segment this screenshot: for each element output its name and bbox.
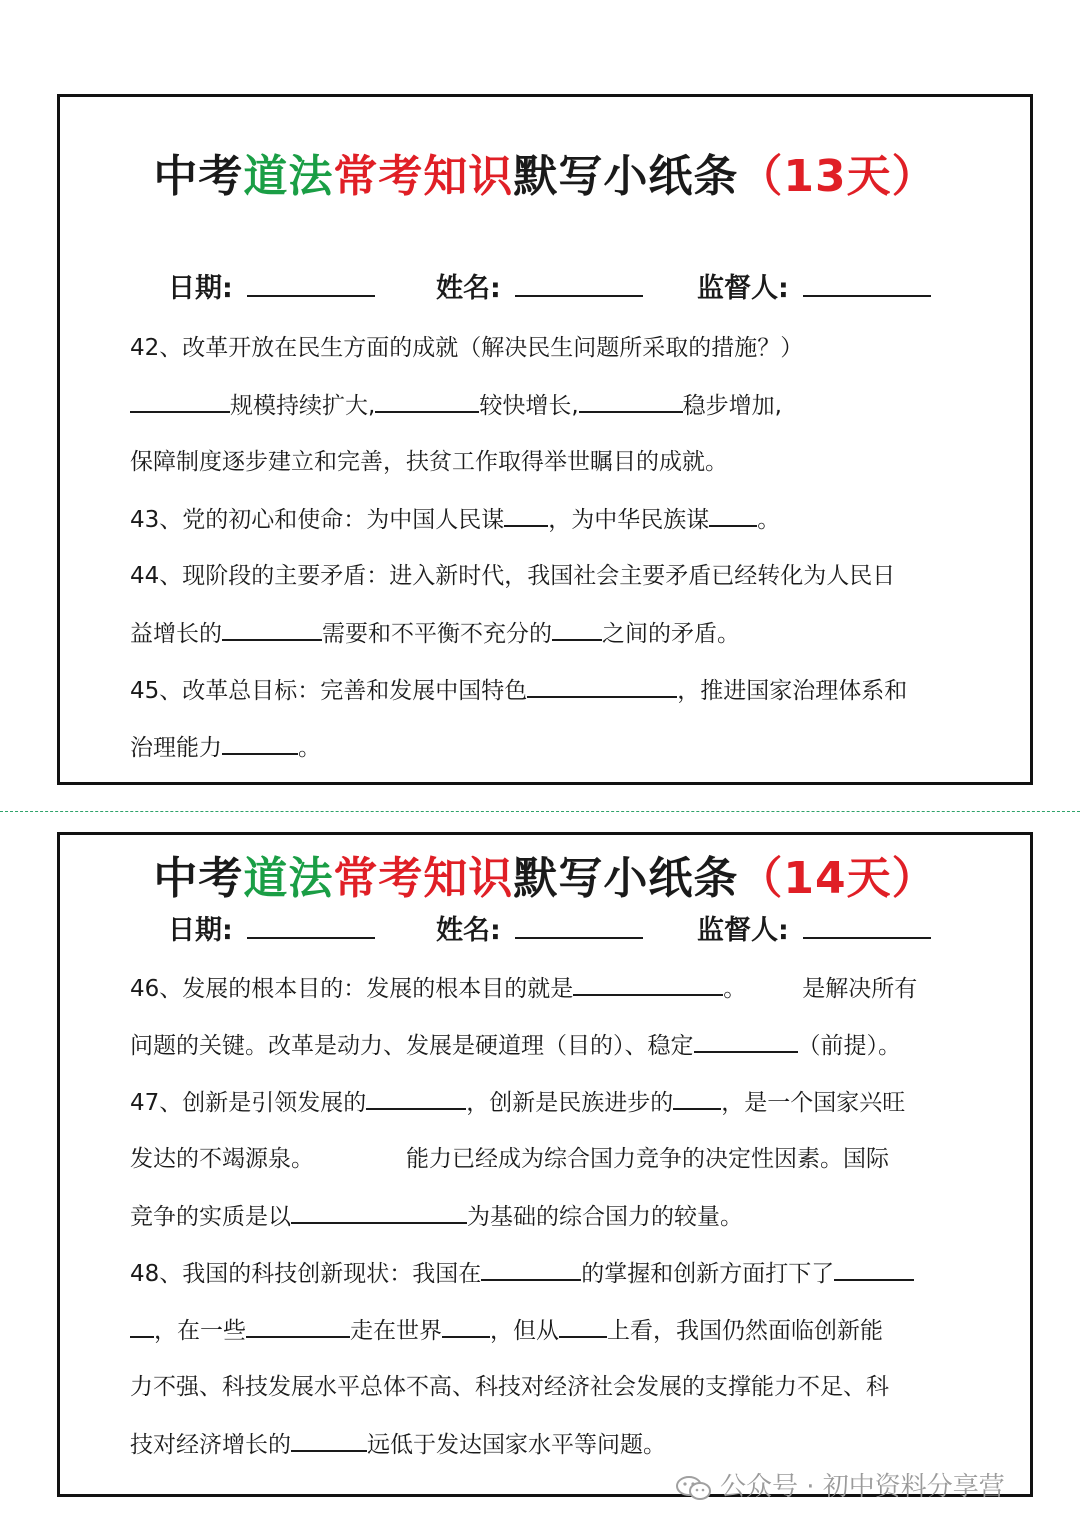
supervisor-label: 监督人: <box>697 273 789 304</box>
supervisor-field[interactable] <box>697 267 931 309</box>
date-field[interactable] <box>168 267 375 309</box>
line-text: 。 <box>723 976 747 1002</box>
line-text: ，创新是民族进步的 <box>466 1090 674 1116</box>
line-text: 。 <box>757 507 781 533</box>
card-title <box>60 151 1030 202</box>
question-44-line-1 <box>130 560 895 592</box>
line-text: 走在世界 <box>350 1318 442 1344</box>
fill-blank[interactable] <box>130 1314 154 1338</box>
date-label: 日期: <box>168 915 233 946</box>
fill-blank[interactable] <box>130 389 230 413</box>
watermark-text: 公众号 · 初中资料分享营 <box>720 1472 1005 1502</box>
title-part-note: 默写小纸条 <box>513 853 739 904</box>
supervisor-blank[interactable] <box>803 909 931 939</box>
supervisor-blank[interactable] <box>803 267 931 297</box>
line-text: 为基础的综合国力的较量。 <box>467 1204 743 1230</box>
wechat-icon <box>676 1475 712 1501</box>
line-text: 稳步增加, <box>682 393 782 419</box>
question-43 <box>130 503 780 536</box>
fill-blank[interactable] <box>222 731 298 755</box>
line-text: 。 <box>298 735 321 761</box>
name-blank[interactable] <box>515 267 643 297</box>
line-text: ，为中华民族谋 <box>548 507 710 533</box>
title-part-knowledge: 常考知识 <box>333 853 514 904</box>
fill-blank[interactable] <box>375 389 479 413</box>
line-text: ，但从 <box>490 1318 559 1344</box>
line-text: ，在一些 <box>154 1318 246 1344</box>
question-44-line-2 <box>130 617 740 650</box>
question-42-line-2 <box>130 446 728 478</box>
fill-blank[interactable] <box>291 1200 467 1224</box>
fill-blank[interactable] <box>222 617 322 641</box>
line-text: 42、改革开放在民生方面的成就（解决民生问题所采取的措施？） <box>130 335 804 361</box>
fill-blank[interactable] <box>673 1086 721 1110</box>
watermark <box>676 1466 1005 1503</box>
fill-blank[interactable] <box>481 1257 581 1281</box>
fill-blank[interactable] <box>559 1314 607 1338</box>
fill-blank[interactable] <box>504 503 548 527</box>
supervisor-label: 监督人: <box>697 915 789 946</box>
title-part-daofa: 道法 <box>243 151 334 202</box>
line-text: 较快增长, <box>479 393 579 419</box>
line-text: 治理能力 <box>130 735 222 761</box>
title-part-day: （14天） <box>738 853 937 904</box>
fill-blank[interactable] <box>291 1428 367 1452</box>
title-part-daofa: 道法 <box>243 853 334 904</box>
line-text: 44、现阶段的主要矛盾：进入新时代，我国社会主要矛盾已经转化为人民日 <box>130 563 896 589</box>
line-text: 上看，我国仍然面临创新能 <box>607 1318 883 1344</box>
line-text: 发达的不竭源泉。 <box>130 1146 314 1172</box>
question-48-line-4 <box>130 1428 666 1461</box>
question-48-line-1 <box>130 1257 914 1290</box>
line-text: ，推进国家治理体系和 <box>677 678 908 704</box>
fill-blank[interactable] <box>579 389 683 413</box>
question-46-line-1 <box>130 972 917 1005</box>
line-text: 是解决所有 <box>802 976 918 1002</box>
fill-blank[interactable] <box>694 1029 798 1053</box>
dashed-divider <box>0 811 1080 812</box>
question-47-line-2 <box>130 1143 889 1175</box>
fill-blank[interactable] <box>834 1257 914 1281</box>
date-field[interactable] <box>168 909 375 951</box>
question-47-line-3 <box>130 1200 743 1233</box>
question-42-heading <box>130 332 803 364</box>
title-part-knowledge: 常考知识 <box>333 151 514 202</box>
line-text: 远低于发达国家水平等问题。 <box>367 1432 666 1458</box>
line-text: （前提）。 <box>797 1033 901 1059</box>
line-text: 之间的矛盾。 <box>602 621 740 647</box>
question-45-line-1 <box>130 674 907 707</box>
line-text: 需要和不平衡不充分的 <box>322 621 552 647</box>
question-48-line-2 <box>130 1314 883 1347</box>
name-field[interactable] <box>436 909 643 951</box>
question-42-line-1 <box>130 389 782 422</box>
title-part-zhongkao: 中考 <box>153 853 244 904</box>
name-label: 姓名: <box>436 915 501 946</box>
line-text: 的掌握和创新方面打下了 <box>581 1261 835 1287</box>
dictation-card-day-14 <box>57 832 1033 1497</box>
fill-blank[interactable] <box>442 1314 490 1338</box>
fill-blank[interactable] <box>573 972 723 996</box>
line-text: 益增长的 <box>130 621 222 647</box>
title-part-zhongkao: 中考 <box>153 151 244 202</box>
question-48-line-3 <box>130 1371 889 1403</box>
fill-blank[interactable] <box>709 503 757 527</box>
line-text: 47、创新是引领发展的 <box>130 1090 367 1116</box>
name-field[interactable] <box>436 267 643 309</box>
question-46-line-2 <box>130 1029 901 1062</box>
date-blank[interactable] <box>247 267 375 297</box>
line-text: 43、党的初心和使命：为中国人民谋 <box>130 507 505 533</box>
line-text: 保障制度逐步建立和完善，扶贫工作取得举世瞩目的成就。 <box>130 449 728 475</box>
line-text: 问题的关键。改革是动力、发展是硬道理（目的）、稳定 <box>130 1033 694 1059</box>
date-label: 日期: <box>168 273 233 304</box>
dictation-card-day-13 <box>57 94 1033 785</box>
supervisor-field[interactable] <box>697 909 931 951</box>
sign-row <box>60 909 1030 949</box>
fill-blank[interactable] <box>552 617 602 641</box>
line-text: 能力已经成为综合国力竞争的决定性因素。国际 <box>406 1146 889 1172</box>
question-47-line-1 <box>130 1086 905 1119</box>
line-text: 规模持续扩大, <box>230 393 376 419</box>
line-text: ，是一个国家兴旺 <box>721 1090 906 1116</box>
fill-blank[interactable] <box>366 1086 466 1110</box>
line-text: 45、改革总目标：完善和发展中国特色 <box>130 678 528 704</box>
line-text: 技对经济增长的 <box>130 1432 291 1458</box>
title-part-note: 默写小纸条 <box>513 151 739 202</box>
fill-blank[interactable] <box>527 674 677 698</box>
sign-row <box>60 267 1030 307</box>
question-45-line-2 <box>130 731 321 764</box>
line-text: 48、我国的科技创新现状：我国在 <box>130 1261 482 1287</box>
line-text: 46、发展的根本目的：发展的根本目的就是 <box>130 976 574 1002</box>
name-label: 姓名: <box>436 273 501 304</box>
line-text: 力不强、科技发展水平总体不高、科技对经济社会发展的支撑能力不足、科 <box>130 1374 889 1400</box>
line-text: 竞争的实质是以 <box>130 1204 291 1230</box>
date-blank[interactable] <box>247 909 375 939</box>
card-title <box>60 853 1030 904</box>
fill-blank[interactable] <box>246 1314 350 1338</box>
name-blank[interactable] <box>515 909 643 939</box>
title-part-day: （13天） <box>738 151 937 202</box>
